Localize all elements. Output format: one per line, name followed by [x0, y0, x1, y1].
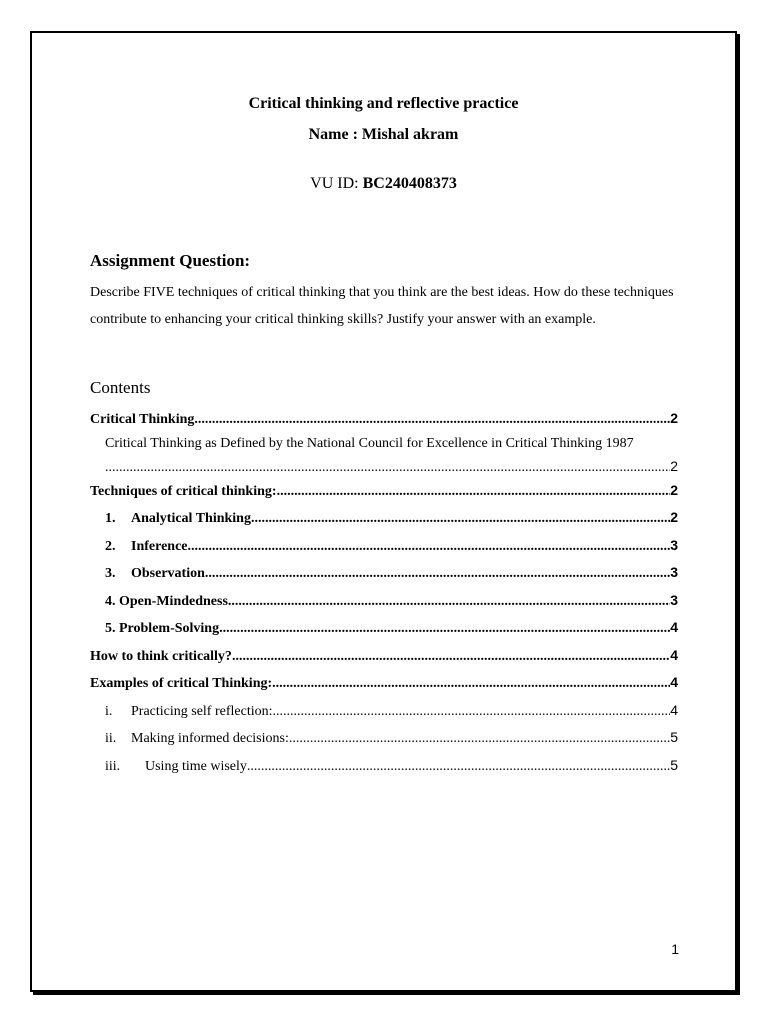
- toc-entry-page: 2: [670, 509, 678, 525]
- toc-entry[interactable]: [90, 405, 678, 433]
- toc-entry-page: 4: [670, 674, 678, 690]
- toc-entry-page: 2: [670, 457, 678, 474]
- toc-entry-label: Techniques of critical thinking:: [90, 483, 277, 499]
- toc-entry-label: Observation: [131, 566, 205, 581]
- toc-entry-label: Inference: [131, 538, 188, 554]
- toc-entry-number: 3.: [105, 566, 116, 581]
- toc-entry[interactable]: [90, 752, 678, 780]
- toc-entry-number: 1.: [105, 511, 116, 526]
- toc-entry[interactable]: [90, 724, 678, 752]
- toc-leader-dots: [188, 533, 671, 561]
- page-number: 1: [671, 941, 679, 957]
- toc-entry[interactable]: [90, 587, 678, 615]
- toc-entry[interactable]: [90, 532, 678, 560]
- toc-entry-label: Practicing self reflection:: [131, 703, 273, 719]
- toc-leader-dots: [273, 698, 671, 726]
- toc-entry-page: 4: [670, 701, 678, 718]
- toc-leader-dots: [219, 615, 670, 643]
- toc-entry-page: 4: [670, 619, 678, 635]
- toc-entry-label: Using time wisely: [145, 758, 247, 774]
- assignment-heading: Assignment Question:: [90, 251, 251, 270]
- toc-entry-page: 5: [670, 729, 678, 745]
- toc-leader-dots: [289, 725, 670, 753]
- toc-entry-label: Making informed decisions:: [131, 731, 289, 746]
- toc-leader-dots: [272, 670, 670, 698]
- toc-entry-page: 3: [670, 536, 678, 553]
- toc-entry-page: 2: [670, 410, 678, 426]
- toc-entry-label: How to think critically?: [90, 648, 232, 664]
- toc-leader-dots: [105, 457, 670, 479]
- assignment-question-text: Describe FIVE techniques of critical thinking that you think are the best ideas. How do these techniques contribute to enhancing your critical thinking skills? Justify your answer with an example.: [90, 285, 674, 327]
- toc-entry-label: Critical Thinking as Defined by the National Council for Excellence in Critical Thinking 1987: [105, 435, 634, 451]
- toc-entry-label: Analytical Thinking: [131, 511, 251, 526]
- toc-leader-dots: [205, 560, 670, 588]
- toc-entry[interactable]: [90, 669, 678, 697]
- toc-entry-page: 3: [670, 591, 678, 608]
- toc-entry[interactable]: [90, 433, 678, 477]
- vu-id-label: VU ID:: [310, 175, 363, 192]
- document-title: Critical thinking and reflective practice: [248, 95, 519, 112]
- document-page: [30, 31, 737, 992]
- toc-leader-dots: [194, 406, 670, 434]
- toc-entry[interactable]: [90, 697, 678, 725]
- toc-entry[interactable]: [90, 477, 678, 505]
- contents-heading: Contents: [90, 378, 151, 397]
- toc-leader-dots: [228, 588, 670, 616]
- toc-entry-page: 2: [670, 481, 678, 498]
- toc-entry-label: 5. Problem-Solving: [105, 621, 220, 636]
- toc-entry-page: 3: [670, 564, 678, 580]
- toc-leader-dots: [251, 505, 670, 533]
- toc-entry-page: 4: [670, 646, 678, 663]
- vu-id-line: [32, 175, 735, 193]
- toc-entry-label: Critical Thinking: [90, 412, 195, 427]
- table-of-contents: [90, 405, 678, 779]
- toc-entry-page: 5: [670, 756, 678, 773]
- toc-entry[interactable]: [90, 642, 678, 670]
- toc-entry-number: 2.: [105, 538, 116, 554]
- vu-id-value: BC240408373: [362, 175, 457, 192]
- toc-entry-number: iii.: [105, 758, 121, 774]
- toc-entry[interactable]: [90, 504, 678, 532]
- toc-entry[interactable]: [90, 559, 678, 587]
- toc-leader-dots: [247, 753, 670, 781]
- toc-entry-number: i.: [105, 703, 113, 719]
- toc-entry-number: ii.: [105, 731, 117, 746]
- student-name: Name : Mishal akram: [308, 126, 459, 143]
- toc-leader-dots: [277, 478, 671, 506]
- toc-entry[interactable]: [90, 614, 678, 642]
- toc-leader-dots: [232, 643, 670, 671]
- toc-entry-label: 4. Open-Mindedness: [105, 593, 228, 609]
- toc-entry-label: Examples of critical Thinking:: [90, 676, 273, 691]
